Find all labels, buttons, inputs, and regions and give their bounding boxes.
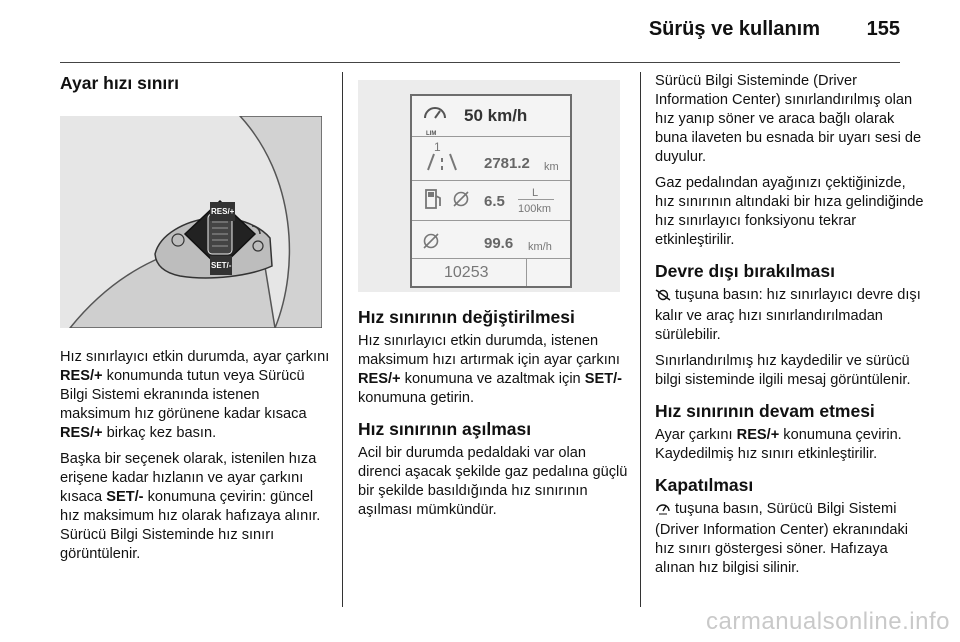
lim-label: LIM [426, 131, 437, 137]
deactivation-text: tuşuna basın: hız sınırlayıcı devre dışı kalır ve araç hızı sınırlandırılmadan sürülebilir. [655, 287, 921, 343]
paragraph-set-1: Hız sınırlayıcı etkin durumda, ayar çarkını RES/+ konumunda tutun veya Sürücü Bilgi Sistemi ekranında istenen maksimum hız görünene kadar kısaca RES/+ birkaç kez basın. [60, 349, 330, 441]
distance-value: 2781.2 [484, 155, 530, 172]
column-2 [358, 72, 628, 527]
cruise-cancel-icon [655, 288, 671, 307]
fuel-pump-icon [424, 188, 444, 216]
steering-wheel-illustration [60, 116, 322, 328]
chapter-title: Sürüş ve kullanım [648, 18, 820, 40]
paragraph-saved-limit: Sınırlandırılmış hız kaydedilir ve sürücü bilgi sisteminde ilgili mesaj görüntülenir. [655, 353, 911, 388]
section-heading-switch-off: Kapatılması [655, 475, 754, 495]
paragraph-flashing-limit: Sürücü Bilgi Sisteminde (Driver Information Center) sınırlandırılmış olan hız yanıp söner ve araca bağlı olarak buna ilaveten bu esnada bir uyarı sesi de duyulur. [655, 73, 922, 165]
average-speed-icon [422, 232, 440, 256]
control-label: RES/+ [358, 371, 401, 387]
res-label: RES/+ [210, 202, 235, 221]
section-heading-deactivation: Devre dışı bırakılması [655, 261, 835, 281]
avg-speed-row [412, 220, 570, 221]
paragraph-set-2: Başka bir seçenek olarak, istenilen hıza erişene kadar hızlanın ve ayar çarkını kısaca SET/- konumuna çevirin: güncel hız maksimum hız olarak hafızaya alınır. Sürücü Bilgi Sisteminde hız sınırı görüntülenir. [60, 451, 321, 562]
paragraph-reactivation: Gaz pedalından ayağınızı çektiğinizde, hız sınırının altındaki bir hıza gelindiğinde hız sınırlayıcı fonksiyonu tekrar etkinleştirilir. [655, 175, 924, 248]
driver-info-center [410, 94, 572, 288]
odometer-value: 10253 [444, 264, 489, 281]
paragraph-exceed-limit: Acil bir durumda pedaldaki var olan direnci aşacak şekilde gaz pedalına güçlü bir şekilde basıldığında hız sınırının aşılması mümkündür. [358, 445, 628, 518]
page-number: 155 [866, 18, 900, 40]
consumption-unit-bottom: 100km [518, 203, 552, 215]
control-label: SET/- [584, 371, 623, 387]
page-header [60, 0, 900, 63]
paragraph-resume: Ayar çarkını RES/+ konumuna çevirin. Kaydedilmiş hız sınırı etkinleştirilir. [655, 427, 902, 462]
odometer-divider [526, 259, 527, 286]
control-label: RES/+ [60, 368, 103, 384]
consumption-row [412, 180, 570, 181]
control-label: SET/- [106, 489, 144, 505]
column-divider-1 [342, 72, 343, 607]
average-consumption-icon [452, 190, 470, 214]
avg-speed-unit: km/h [528, 241, 552, 253]
paragraph-deactivation [655, 286, 925, 345]
control-label: RES/+ [60, 425, 103, 441]
section-heading-set-speed-limit: Ayar hızı sınırı [60, 73, 179, 93]
section-heading-exceed-limit: Hız sınırının aşılması [358, 419, 532, 439]
paragraph-change-limit: Hız sınırlayıcı etkin durumda, istenen maksimum hızı artırmak için ayar çarkını RES/+ konumuna ve azaltmak için SET/- konumuna getirin. [358, 333, 623, 406]
set-label: SET/- [210, 256, 232, 275]
speed-limit-value: 50 km/h [464, 106, 528, 125]
trip-row [412, 136, 570, 137]
section-heading-resume: Hız sınırının devam etmesi [655, 401, 875, 421]
instrument-cluster-display [358, 80, 620, 292]
odometer-row [412, 258, 570, 259]
consumption-value: 6.5 [484, 193, 505, 210]
road-icon [422, 152, 462, 178]
switch-off-text: tuşuna basın, Sürücü Bilgi Sistemi (Driver Information Center) ekranındaki hız sınırı göstergesi söner. Hafızaya alınan hız bilgisi silinir. [655, 501, 909, 576]
column-1 [60, 72, 330, 571]
trip-index: 1 [434, 140, 441, 154]
column-3 [655, 72, 925, 585]
watermark: carmanualsonline.info [706, 608, 950, 635]
avg-speed-value: 99.6 [484, 235, 514, 252]
control-label: RES/+ [736, 427, 780, 443]
steering-wheel-svg [60, 116, 322, 328]
column-divider-2 [640, 72, 641, 607]
section-heading-change-limit: Hız sınırının değiştirilmesi [358, 307, 575, 327]
distance-unit: km [544, 161, 559, 173]
paragraph-switch-off [655, 500, 925, 578]
consumption-unit-top: L [532, 187, 539, 199]
speed-limiter-icon [655, 501, 671, 521]
